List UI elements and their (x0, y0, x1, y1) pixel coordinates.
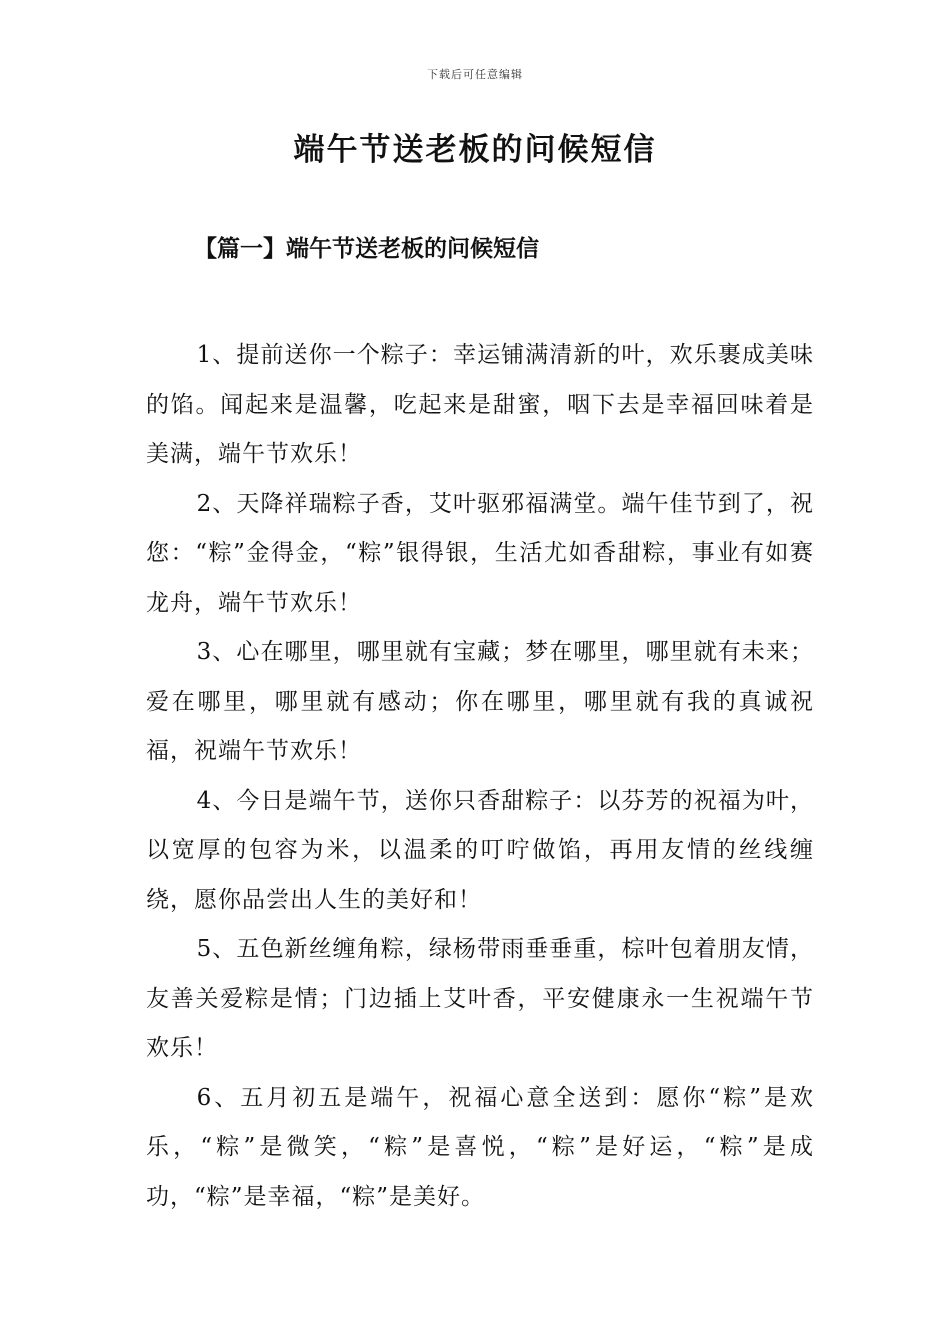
document-title: 端午节送老板的问候短信 (293, 132, 657, 168)
paragraph-2: 2、天降祥瑞粽子香，艾叶驱邪福满堂。端午佳节到了，祝您：“粽”金得金，“粽”银得银，生活尤如香甜粽，事业有如赛龙舟，端午节欢乐！ (146, 490, 814, 616)
paragraph-1: 1、提前送你一个粽子：幸运铺满清新的叶，欢乐裹成美味的馅。闻起来是温馨，吃起来是甜蜜，咽下去是幸福回味着是美满，端午节欢乐！ (146, 342, 814, 467)
document-body (146, 331, 814, 1222)
section-heading: 【篇一】端午节送老板的问候短信 (194, 235, 539, 262)
header-note: 下载后可任意编辑 (427, 68, 523, 81)
paragraph-6: 6、五月初五是端午，祝福心意全送到：愿你“粽”是欢乐，“粽”是微笑，“粽”是喜悦，“粽”是好运，“粽”是成功，“粽”是幸福，“粽”是美好。 (146, 1084, 814, 1210)
paragraph-3: 3、心在哪里，哪里就有宝藏；梦在哪里，哪里就有未来；爱在哪里，哪里就有感动；你在哪里，哪里就有我的真诚祝福，祝端午节欢乐！ (146, 639, 814, 764)
paragraph-5: 5、五色新丝缠角粽，绿杨带雨垂垂重，棕叶包着朋友情，友善关爱粽是情；门边插上艾叶香，平安健康永一生祝端午节欢乐！ (146, 936, 814, 1061)
paragraph-4: 4、今日是端午节，送你只香甜粽子：以芬芳的祝福为叶，以宽厚的包容为米，以温柔的叮咛做馅，再用友情的丝线缠绕，愿你品尝出人生的美好和！ (146, 787, 814, 913)
